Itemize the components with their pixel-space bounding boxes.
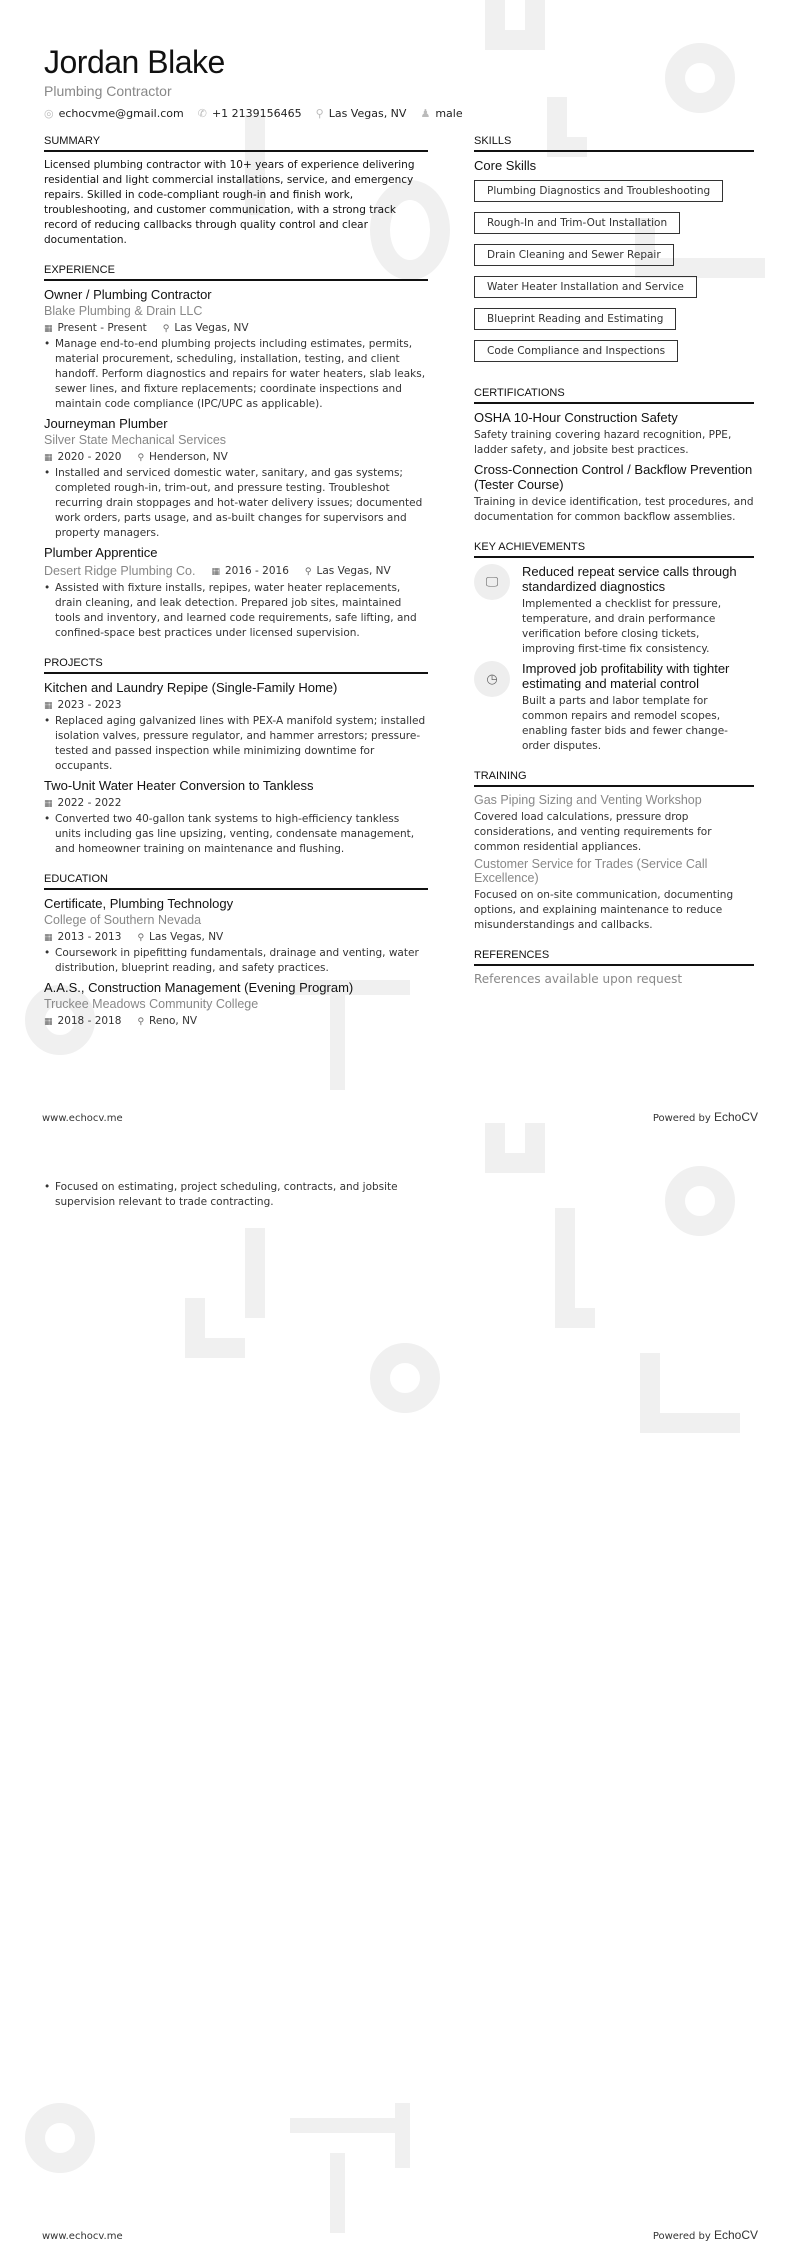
degree: A.A.S., Construction Management (Evening Program) (44, 980, 354, 995)
footer-powered (653, 2228, 758, 2242)
project-item (44, 680, 428, 774)
left-column (44, 135, 428, 1043)
location-icon: ⚲ (137, 453, 145, 463)
section-heading: SKILLS (474, 135, 754, 152)
section-heading: REFERENCES (474, 949, 754, 966)
cert-desc: Training in device identification, test procedures, and documentation for common backflow assemblies. (474, 496, 754, 523)
monitor-icon: 🖵 (474, 564, 510, 600)
achievements-section (474, 541, 754, 754)
training-desc: Focused on on-site communication, documenting options, and explaining maintenance to reduce misunderstandings and callbacks. (474, 889, 734, 931)
experience-item (44, 287, 428, 412)
footer-site[interactable]: www.echocv.me (42, 2231, 123, 2242)
achievement-title: Reduced repeat service calls through standardized diagnostics (522, 564, 737, 594)
bullet: • Focused on estimating, project scheduling, contracts, and jobsite supervision relevant to trade contracting. (44, 1180, 428, 1210)
clock-icon: ◷ (474, 661, 510, 697)
footer-site[interactable]: www.echocv.me (42, 1113, 123, 1123)
job-title: Owner / Plumbing Contractor (44, 287, 212, 302)
skill-tag: Plumbing Diagnostics and Troubleshooting (474, 180, 723, 202)
dates: 2018 - 2018 (57, 1015, 122, 1027)
summary-text: Licensed plumbing contractor with 10+ years of experience delivering residential and light commercial installations, service, and emergency repairs. Skilled in code-compliant rough-in and finish work, troubleshooting, and customer communication, with a strong track record of reducing callbacks through quality control and clear documentation. (44, 159, 415, 246)
location-icon: ⚲ (304, 567, 312, 577)
certifications-section (474, 387, 754, 525)
achievement-item (474, 661, 754, 754)
location: Las Vegas, NV (149, 931, 224, 943)
brand-logo[interactable]: EchoCV (713, 1110, 758, 1123)
dates: 2023 - 2023 (57, 699, 122, 711)
location: Las Vegas, NV (316, 565, 391, 577)
calendar-icon: ▦ (44, 799, 53, 809)
bullet: • Converted two 40-gallon tank systems to high-efficiency tankless units including gas line upsizing, venting, condensate management, and homeowner training on maintenance and flushing. (44, 812, 428, 857)
achievement-item (474, 564, 754, 657)
bullet: • Installed and serviced domestic water, sanitary, and gas systems; completed rough-in, trim-out, and pressure testing. Troubleshot recurring drain stoppages and hot-water delivery issues; documented work orders, parts usage, and as-built changes for supervisors and property managers. (44, 466, 428, 541)
education-item (44, 896, 428, 976)
location-icon: ⚲ (137, 933, 145, 943)
references-section (474, 949, 754, 986)
cert-title: Cross-Connection Control / Backflow Prevention (Tester Course) (474, 462, 753, 492)
bullet: • Replaced aging galvanized lines with PEX-A manifold system; installed isolation valves, pressure regulator, and hammer arrestors; pressure-tested and passed inspection while minimizing downtime for occupants. (44, 714, 428, 774)
achievement-desc: Implemented a checklist for pressure, temperature, and drain performance verification before closing tickets, improving first-time fix consistency. (522, 598, 722, 655)
company: Silver State Mechanical Services (44, 433, 227, 447)
section-heading: CERTIFICATIONS (474, 387, 754, 404)
training-desc: Covered load calculations, pressure drop considerations, and venting requirements for common residential appliances. (474, 811, 712, 853)
calendar-icon: ▦ (44, 324, 53, 334)
dates: 2020 - 2020 (57, 451, 122, 463)
location: Las Vegas, NV (174, 322, 249, 334)
projects-section (44, 657, 428, 857)
location-icon: ⚲ (315, 107, 324, 120)
phone: +1 2139156465 (211, 107, 302, 120)
section-heading: SUMMARY (44, 135, 428, 152)
section-heading: PROJECTS (44, 657, 428, 674)
calendar-icon: ▦ (44, 1017, 53, 1027)
education-section (44, 873, 428, 1027)
dates: Present - Present (57, 322, 147, 334)
project-title: Kitchen and Laundry Repipe (Single-Family Home) (44, 680, 338, 695)
powered-by-label: Powered by (652, 1113, 711, 1123)
gender: male (435, 107, 463, 120)
phone-icon: ✆ (197, 107, 207, 120)
achievement-title: Improved job profitability with tighter estimating and material control (522, 661, 730, 691)
location: Reno, NV (149, 1015, 198, 1027)
references-text: References available upon request (474, 972, 683, 986)
company: Desert Ridge Plumbing Co. (44, 564, 196, 578)
bullet: • Manage end-to-end plumbing projects including estimates, permits, material procurement, scheduling, installation, testing, and client handoff. Perform diagnostics and repairs for water heaters, slab leaks, sewer lines, and fixture replacements; coordinate inspections and maintain code compliance (IPC/UPC as applicable). (44, 337, 428, 412)
school: Truckee Meadows Community College (44, 997, 259, 1011)
location: Henderson, NV (149, 451, 228, 463)
calendar-icon: ▦ (44, 453, 53, 463)
dates: 2022 - 2022 (57, 797, 122, 809)
project-title: Two-Unit Water Heater Conversion to Tankless (44, 778, 314, 793)
email[interactable]: echocvme@gmail.com (58, 107, 184, 120)
job-title: Plumber Apprentice (44, 545, 158, 560)
degree: Certificate, Plumbing Technology (44, 896, 234, 911)
person-icon: ♟ (420, 107, 431, 120)
experience-section (44, 264, 428, 641)
email-icon: ◎ (44, 107, 54, 120)
company: Blake Plumbing & Drain LLC (44, 304, 203, 318)
candidate-name: Jordan Blake (44, 44, 225, 80)
skill-tag: Rough-In and Trim-Out Installation (474, 212, 680, 234)
school: College of Southern Nevada (44, 913, 202, 927)
skill-tag: Code Compliance and Inspections (474, 340, 678, 362)
dates: 2016 - 2016 (224, 565, 289, 577)
contact-info (44, 107, 764, 120)
summary-section (44, 135, 428, 248)
cert-desc: Safety training covering hazard recognition, PPE, ladder safety, and jobsite best practices. (474, 429, 732, 456)
bullet: • Assisted with fixture installs, repipes, water heater replacements, drain cleaning, and leak detection. Prepared job sites, maintained tools and inventory, and learned code requirements, safe lifting, and confined-space best practices under licensed supervision. (44, 581, 428, 641)
footer-powered (653, 1110, 758, 1123)
page-2 (0, 1123, 794, 2246)
right-column (474, 135, 754, 1002)
location: Las Vegas, NV (328, 107, 407, 120)
location-icon: ⚲ (162, 324, 170, 334)
powered-by-label: Powered by (652, 2231, 711, 2242)
experience-item (44, 416, 428, 541)
training-section (474, 770, 754, 933)
cert-title: OSHA 10-Hour Construction Safety (474, 410, 678, 425)
skill-group: Core Skills (474, 158, 537, 173)
calendar-icon: ▦ (44, 701, 53, 711)
candidate-title: Plumbing Contractor (44, 83, 172, 99)
section-heading: EXPERIENCE (44, 264, 428, 281)
calendar-icon: ▦ (44, 933, 53, 943)
dates: 2013 - 2013 (57, 931, 122, 943)
skills-section (474, 135, 754, 371)
training-title: Gas Piping Sizing and Venting Workshop (474, 793, 702, 807)
project-item (44, 778, 428, 857)
skill-tag: Blueprint Reading and Estimating (474, 308, 676, 330)
location-icon: ⚲ (137, 1017, 145, 1027)
experience-item (44, 545, 428, 641)
section-heading: TRAINING (474, 770, 754, 787)
brand-logo[interactable]: EchoCV (713, 2228, 758, 2242)
bullet: • Coursework in pipefitting fundamentals, drainage and venting, water distribution, blueprint reading, and safety practices. (44, 946, 428, 976)
calendar-icon: ▦ (211, 567, 220, 577)
job-title: Journeyman Plumber (44, 416, 168, 431)
achievement-desc: Built a parts and labor template for common repairs and remodel scopes, enabling faster bids and fewer change-order disputes. (522, 695, 728, 752)
section-heading: KEY ACHIEVEMENTS (474, 541, 754, 558)
training-title: Customer Service for Trades (Service Call Excellence) (474, 857, 708, 885)
skill-tag: Drain Cleaning and Sewer Repair (474, 244, 674, 266)
skill-tag: Water Heater Installation and Service (474, 276, 697, 298)
education-item (44, 980, 428, 1027)
section-heading: EDUCATION (44, 873, 428, 890)
